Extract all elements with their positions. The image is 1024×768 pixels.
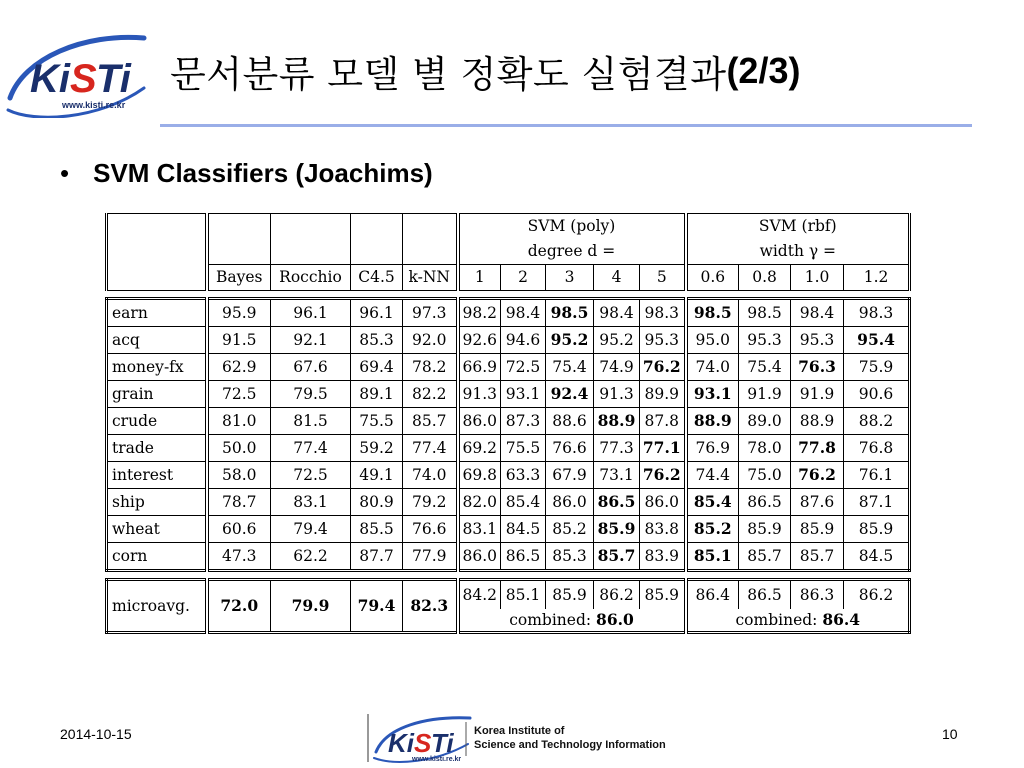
table-cell: 95.3 [791, 327, 844, 354]
table-cell: 47.3 [207, 543, 271, 571]
table-cell: 88.6 [546, 408, 594, 435]
table-cell: 83.1 [458, 516, 501, 543]
table-row [107, 462, 910, 489]
table-cell: 85.1 [686, 543, 739, 571]
table-cell: 62.9 [207, 354, 271, 381]
table-cell: 77.8 [791, 435, 844, 462]
table-cell: 85.9 [594, 516, 640, 543]
table-cell: 77.4 [271, 435, 351, 462]
table-cell: 85.5 [351, 516, 403, 543]
column-header: 2 [501, 265, 546, 291]
table-cell: 69.2 [458, 435, 501, 462]
table-cell: 98.2 [458, 299, 501, 327]
row-label: crude [107, 408, 207, 435]
table-cell: 95.9 [207, 299, 271, 327]
column-header: 1.2 [844, 265, 910, 291]
svg-text:Ti: Ti [431, 728, 454, 758]
table-spacer [107, 571, 910, 580]
table-cell: 86.5 [594, 489, 640, 516]
table-cell: 85.4 [501, 489, 546, 516]
table-cell: 85.9 [546, 580, 594, 610]
table-cell: 85.2 [546, 516, 594, 543]
table-cell: 98.4 [594, 299, 640, 327]
row-label: interest [107, 462, 207, 489]
results-table-grid [105, 213, 911, 634]
table-cell: 85.3 [546, 543, 594, 571]
table-cell: 84.2 [458, 580, 501, 610]
table-cell: 75.5 [351, 408, 403, 435]
table-cell: 76.6 [546, 435, 594, 462]
header-empty-cell [351, 214, 403, 240]
table-cell: 92.0 [403, 327, 458, 354]
combined-label: combined: [735, 611, 818, 629]
column-header: 1 [458, 265, 501, 291]
table-cell: 83.9 [640, 543, 686, 571]
table-cell: 91.9 [739, 381, 791, 408]
table-cell: 85.7 [403, 408, 458, 435]
table-cell: 95.2 [594, 327, 640, 354]
table-cell: 96.1 [271, 299, 351, 327]
header-empty-cell [351, 239, 403, 265]
table-cell: 50.0 [207, 435, 271, 462]
svg-text:S: S [70, 57, 97, 101]
table-cell: 76.8 [844, 435, 910, 462]
table-row-microavg [107, 580, 910, 610]
column-header: 1.0 [791, 265, 844, 291]
footer-url-text: www.kisti.re.kr [412, 756, 462, 763]
spacer-cell [107, 571, 910, 580]
table-cell: 89.1 [351, 381, 403, 408]
column-header: 5 [640, 265, 686, 291]
table-cell: 82.0 [458, 489, 501, 516]
table-cell: 86.5 [739, 489, 791, 516]
table-cell: 86.2 [594, 580, 640, 610]
table-cell: 82.2 [403, 381, 458, 408]
table-cell: 81.5 [271, 408, 351, 435]
bullet-item [60, 158, 433, 189]
table-cell: 94.6 [501, 327, 546, 354]
table-cell: 76.1 [844, 462, 910, 489]
table-row [107, 381, 910, 408]
table-cell: 75.5 [501, 435, 546, 462]
table-cell: 85.3 [351, 327, 403, 354]
logo-url-text: www.kisti.re.kr [62, 100, 126, 110]
footer-org-line1: Korea Institute of [474, 725, 565, 737]
table-cell: 62.2 [271, 543, 351, 571]
row-label: ship [107, 489, 207, 516]
row-label: microavg. [107, 580, 207, 633]
row-label: money-fx [107, 354, 207, 381]
table-spacer [107, 291, 910, 299]
table-cell: 83.8 [640, 516, 686, 543]
header-corner-cell [107, 214, 207, 240]
table-cell: 85.7 [739, 543, 791, 571]
table-cell: 79.9 [271, 580, 351, 633]
table-row [107, 408, 910, 435]
table-cell: 95.3 [739, 327, 791, 354]
table-cell: 85.4 [686, 489, 739, 516]
table-cell: 59.2 [351, 435, 403, 462]
header-empty-cell [207, 214, 271, 240]
table-cell: 63.3 [501, 462, 546, 489]
column-header: 3 [546, 265, 594, 291]
table-cell: 79.5 [271, 381, 351, 408]
table-cell: 87.1 [844, 489, 910, 516]
table-cell: 78.7 [207, 489, 271, 516]
footer-date: 2014-10-15 [60, 726, 132, 742]
table-cell: 87.7 [351, 543, 403, 571]
table-cell: 87.3 [501, 408, 546, 435]
table-cell: 83.1 [271, 489, 351, 516]
table-cell: 98.5 [546, 299, 594, 327]
column-header: 0.8 [739, 265, 791, 291]
header-empty-cell [207, 239, 271, 265]
table-cell: 85.9 [844, 516, 910, 543]
table-cell: 95.3 [640, 327, 686, 354]
table-cell: 88.2 [844, 408, 910, 435]
table-cell: 85.9 [640, 580, 686, 610]
table-cell: 58.0 [207, 462, 271, 489]
table-cell: 95.4 [844, 327, 910, 354]
table-cell: 67.6 [271, 354, 351, 381]
table-cell: 85.2 [686, 516, 739, 543]
table-cell: 76.6 [403, 516, 458, 543]
table-cell: 82.3 [403, 580, 458, 633]
table-cell: 85.9 [791, 516, 844, 543]
table-cell: 98.4 [791, 299, 844, 327]
page-number: 10 [942, 726, 958, 742]
table-cell: 86.0 [640, 489, 686, 516]
table-cell: 75.4 [546, 354, 594, 381]
slide-title [170, 46, 800, 96]
table-cell: 84.5 [844, 543, 910, 571]
table-row [107, 435, 910, 462]
table-cell: 75.4 [739, 354, 791, 381]
column-header: Bayes [207, 265, 271, 291]
table-cell: 76.2 [640, 462, 686, 489]
table-cell: 75.0 [739, 462, 791, 489]
table-row [107, 354, 910, 381]
table-cell: 85.9 [739, 516, 791, 543]
table-cell: 92.6 [458, 327, 501, 354]
table-cell: 78.0 [739, 435, 791, 462]
table-cell: 89.0 [739, 408, 791, 435]
table-header-row-groups [107, 214, 910, 240]
svg-text:Ti: Ti [96, 57, 131, 101]
table-cell: 81.0 [207, 408, 271, 435]
table-cell: 98.3 [640, 299, 686, 327]
table-cell: 93.1 [686, 381, 739, 408]
table-cell: 86.2 [844, 580, 910, 610]
bullet-text: SVM Classifiers (Joachims) [93, 158, 433, 188]
table-cell: 97.3 [403, 299, 458, 327]
table-cell: 95.0 [686, 327, 739, 354]
table-cell: 98.5 [739, 299, 791, 327]
row-label: earn [107, 299, 207, 327]
header-corner-cell [107, 265, 207, 291]
row-label: grain [107, 381, 207, 408]
header-degree: degree d = [458, 239, 686, 265]
row-label: corn [107, 543, 207, 571]
header-svm-rbf: SVM (rbf) [686, 214, 910, 240]
table-row [107, 543, 910, 571]
svg-text:S: S [414, 728, 432, 758]
column-header: 0.6 [686, 265, 739, 291]
table-cell: 88.9 [594, 408, 640, 435]
table-cell: 79.4 [351, 580, 403, 633]
combined-rbf-value: 86.4 [822, 610, 861, 629]
table-cell: 75.9 [844, 354, 910, 381]
table-cell: 87.8 [640, 408, 686, 435]
table-cell: 73.1 [594, 462, 640, 489]
table-cell: 98.4 [501, 299, 546, 327]
combined-poly-cell [458, 609, 686, 633]
table-cell: 88.9 [686, 408, 739, 435]
table-cell: 95.2 [546, 327, 594, 354]
column-header: 4 [594, 265, 640, 291]
table-cell: 67.9 [546, 462, 594, 489]
column-header: k-NN [403, 265, 458, 291]
table-cell: 85.7 [594, 543, 640, 571]
table-cell: 76.3 [791, 354, 844, 381]
table-cell: 74.4 [686, 462, 739, 489]
table-cell: 92.1 [271, 327, 351, 354]
table-cell: 60.6 [207, 516, 271, 543]
table-cell: 76.2 [791, 462, 844, 489]
combined-poly-value: 86.0 [596, 610, 634, 629]
column-header: Rocchio [271, 265, 351, 291]
table-row [107, 327, 910, 354]
footer-org-line2: Science and Technology Information [474, 739, 666, 751]
slide-title-page-indicator: (2/3) [726, 50, 801, 91]
table-cell: 72.5 [207, 381, 271, 408]
table-cell: 74.0 [403, 462, 458, 489]
table-cell: 76.2 [640, 354, 686, 381]
svg-text:Ki: Ki [30, 57, 70, 101]
table-cell: 91.9 [791, 381, 844, 408]
table-cell: 86.0 [458, 543, 501, 571]
row-label: acq [107, 327, 207, 354]
table-cell: 88.9 [791, 408, 844, 435]
table-cell: 96.1 [351, 299, 403, 327]
header-empty-cell [271, 239, 351, 265]
table-row [107, 489, 910, 516]
header-svm-poly: SVM (poly) [458, 214, 686, 240]
table-cell: 74.9 [594, 354, 640, 381]
table-cell: 77.9 [403, 543, 458, 571]
table-cell: 77.1 [640, 435, 686, 462]
table-cell: 74.0 [686, 354, 739, 381]
table-cell: 86.0 [546, 489, 594, 516]
table-cell: 86.5 [501, 543, 546, 571]
svg-text:Ki: Ki [388, 728, 414, 758]
table-cell: 98.5 [686, 299, 739, 327]
table-cell: 77.4 [403, 435, 458, 462]
table-cell: 91.5 [207, 327, 271, 354]
title-divider [160, 124, 972, 127]
table-header-row-columns [107, 265, 910, 291]
table-cell: 98.3 [844, 299, 910, 327]
table-row [107, 299, 910, 327]
table-cell: 86.5 [739, 580, 791, 610]
table-cell: 76.9 [686, 435, 739, 462]
table-cell: 79.4 [271, 516, 351, 543]
table-cell: 79.2 [403, 489, 458, 516]
table-cell: 72.5 [501, 354, 546, 381]
table-cell: 72.0 [207, 580, 271, 633]
table-cell: 72.5 [271, 462, 351, 489]
table-header-row-params [107, 239, 910, 265]
table-cell: 86.4 [686, 580, 739, 610]
bullet-dot-icon: • [60, 158, 70, 188]
table-cell: 87.6 [791, 489, 844, 516]
table-cell: 84.5 [501, 516, 546, 543]
column-header: C4.5 [351, 265, 403, 291]
table-cell: 90.6 [844, 381, 910, 408]
header-empty-cell [271, 214, 351, 240]
table-cell: 69.4 [351, 354, 403, 381]
table-cell: 86.0 [458, 408, 501, 435]
footer-org-name [474, 724, 666, 752]
table-cell: 91.3 [458, 381, 501, 408]
spacer-cell [107, 291, 910, 299]
table-cell: 85.1 [501, 580, 546, 610]
table-cell: 78.2 [403, 354, 458, 381]
header-empty-cell [403, 239, 458, 265]
header-corner-cell [107, 239, 207, 265]
table-cell: 77.3 [594, 435, 640, 462]
combined-rbf-cell [686, 609, 910, 633]
slide-title-korean: 문서분류 모델 별 정확도 실험결과 [170, 53, 727, 96]
table-cell: 80.9 [351, 489, 403, 516]
table-cell: 85.7 [791, 543, 844, 571]
results-table [105, 213, 908, 627]
row-label: wheat [107, 516, 207, 543]
table-cell: 69.8 [458, 462, 501, 489]
table-row [107, 516, 910, 543]
header-empty-cell [403, 214, 458, 240]
table-cell: 92.4 [546, 381, 594, 408]
table-cell: 49.1 [351, 462, 403, 489]
table-cell: 93.1 [501, 381, 546, 408]
table-cell: 86.3 [791, 580, 844, 610]
header-width: width γ = [686, 239, 910, 265]
table-cell: 89.9 [640, 381, 686, 408]
combined-label: combined: [509, 611, 592, 629]
table-cell: 91.3 [594, 381, 640, 408]
table-cell: 66.9 [458, 354, 501, 381]
row-label: trade [107, 435, 207, 462]
